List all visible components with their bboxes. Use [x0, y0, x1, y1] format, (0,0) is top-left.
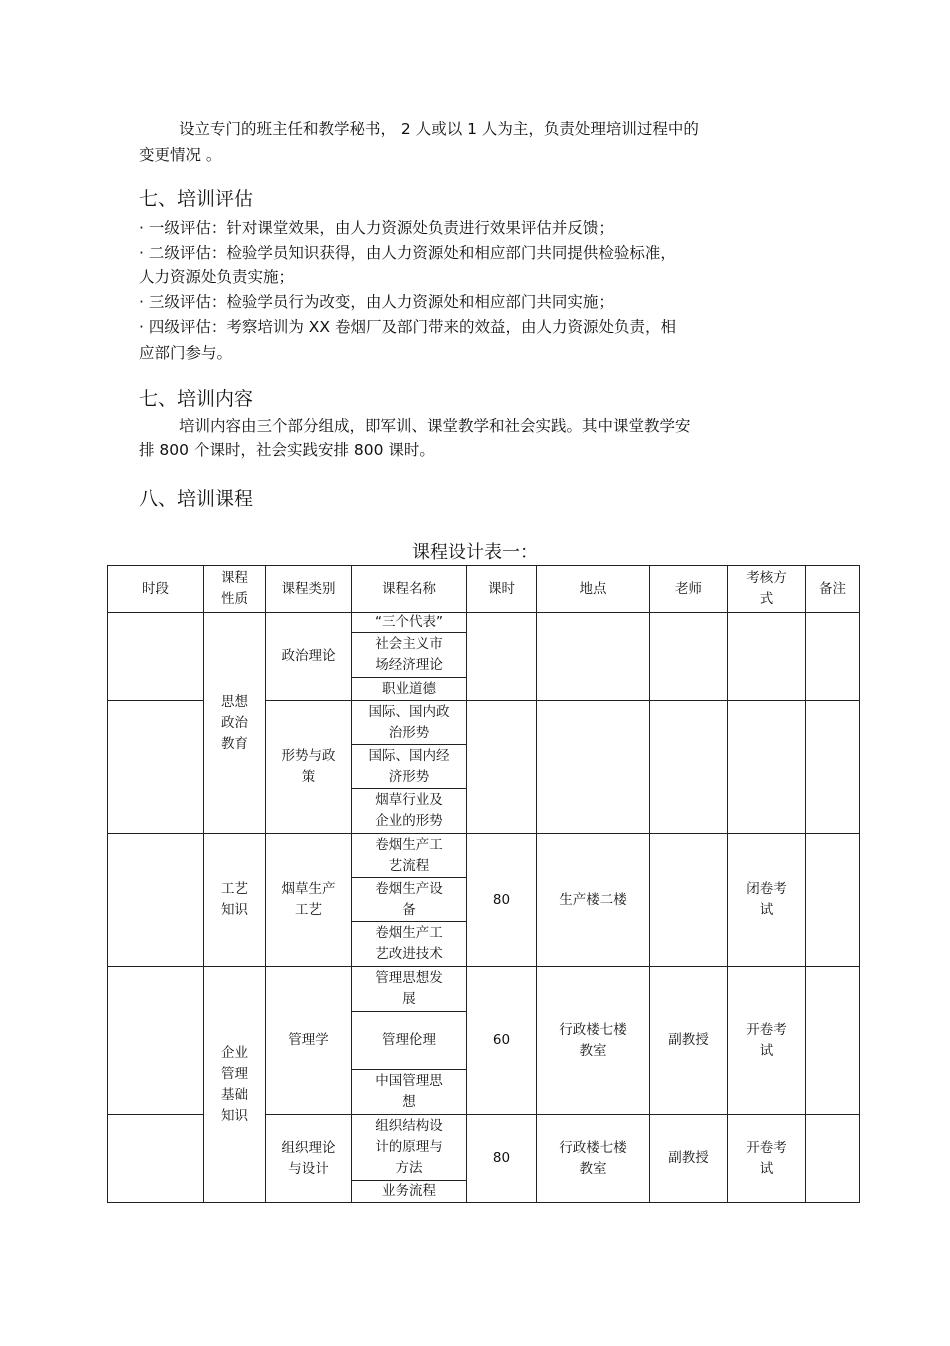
table-caption: 课程设计表一： — [412, 542, 538, 563]
exam-cell: 开卷考试 — [728, 1115, 806, 1203]
header-exam: 考核方式 — [728, 566, 806, 613]
nature-cell: 企业管理基础知识 — [204, 967, 266, 1203]
period-cell — [108, 1115, 204, 1203]
content-line-1: 培训内容由三个部分组成，即军训、课堂教学和社会实践。其中课堂教学安 — [179, 417, 691, 435]
place-cell — [537, 613, 650, 701]
course-name: 职业道德 — [382, 680, 436, 697]
header-category: 课程类别 — [266, 566, 352, 613]
header-nature: 课程性质 — [204, 566, 266, 613]
course-name: 管理思想发展 — [352, 967, 466, 1012]
place-cell: 生产楼二楼 — [537, 834, 650, 967]
course-name: “三个代表” — [352, 613, 466, 633]
teacher-cell: 副教授 — [650, 1115, 728, 1203]
course-name: 管理伦理 — [352, 1012, 466, 1070]
hours-cell — [467, 613, 537, 701]
course-name: 国际、国内政治形势 — [352, 701, 466, 745]
category-cell: 管理学 — [266, 967, 352, 1115]
content-line-2: 排 800 个课时，社会实践安排 800 课时。 — [139, 441, 435, 459]
remarks-cell — [806, 834, 860, 967]
course-name-cell — [352, 834, 467, 967]
category-cell: 烟草生产工艺 — [266, 834, 352, 967]
period-cell — [108, 613, 204, 701]
course-name: 国际、国内经济形势 — [352, 745, 466, 789]
hours-cell: 80 — [467, 1115, 537, 1203]
period-cell — [108, 967, 204, 1115]
course-name-cell — [352, 967, 467, 1115]
table-row — [108, 613, 860, 701]
intro-line-1: 设立专门的班主任和教学秘书， 2 人或以 1 人为主，负责处理培训过程中的 — [179, 120, 699, 138]
table-header-row — [108, 566, 860, 613]
table-row — [108, 967, 860, 1115]
exam-cell — [728, 701, 806, 834]
teacher-cell — [650, 834, 728, 967]
teacher-cell: 副教授 — [650, 967, 728, 1115]
heading-content: 七、培训内容 — [139, 388, 254, 410]
place-cell — [537, 701, 650, 834]
period-cell — [108, 701, 204, 834]
header-period: 时段 — [108, 566, 204, 613]
course-table — [107, 565, 860, 1203]
header-place: 地点 — [537, 566, 650, 613]
nature-cell: 思想政治教育 — [204, 613, 266, 834]
category-cell: 政治理论 — [266, 613, 352, 701]
course-name-cell — [352, 1115, 467, 1203]
hours-cell: 80 — [467, 834, 537, 967]
nature-cell: 工艺知识 — [204, 834, 266, 967]
category-cell: 组织理论与设计 — [266, 1115, 352, 1203]
teacher-cell — [650, 613, 728, 701]
course-name-cell — [352, 613, 467, 701]
course-name: 业务流程 — [382, 1183, 436, 1199]
course-name-cell — [352, 701, 467, 834]
header-teacher: 老师 — [650, 566, 728, 613]
exam-cell — [728, 613, 806, 701]
heading-course: 八、培训课程 — [139, 488, 254, 510]
course-name: 组织结构设计的原理与方法 — [352, 1115, 466, 1181]
eval-item-3: · 三级评估：检验学员行为改变，由人力资源处和相应部门共同实施； — [139, 293, 614, 311]
course-name: 烟草行业及企业的形势 — [375, 792, 443, 829]
course-name: 卷烟生产工艺改进技术 — [375, 925, 443, 962]
exam-cell: 开卷考试 — [728, 967, 806, 1115]
period-cell — [108, 834, 204, 967]
header-remarks: 备注 — [806, 566, 860, 613]
heading-eval: 七、培训评估 — [139, 188, 254, 210]
intro-line-2: 变更情况 。 — [139, 146, 222, 164]
header-course-name: 课程名称 — [352, 566, 467, 613]
eval-item-1: · 一级评估：针对课堂效果，由人力资源处负责进行效果评估并反馈； — [139, 219, 614, 237]
header-hours: 课时 — [467, 566, 537, 613]
remarks-cell — [806, 967, 860, 1115]
eval-item-4: · 四级评估：考察培训为 XX 卷烟厂及部门带来的效益，由人力资源处负责，相 — [139, 318, 676, 336]
course-name: 社会主义市场经济理论 — [352, 633, 466, 678]
remarks-cell — [806, 1115, 860, 1203]
course-name: 卷烟生产工艺流程 — [352, 834, 466, 878]
course-name: 中国管理思想 — [375, 1073, 443, 1110]
hours-cell — [467, 701, 537, 834]
table-row — [108, 834, 860, 967]
place-cell: 行政楼七楼教室 — [537, 967, 650, 1115]
remarks-cell — [806, 613, 860, 701]
place-cell: 行政楼七楼教室 — [537, 1115, 650, 1203]
course-name: 卷烟生产设备 — [352, 878, 466, 922]
hours-cell: 60 — [467, 967, 537, 1115]
eval-item-2: · 二级评估：检验学员知识获得，由人力资源处和相应部门共同提供检验标准， — [139, 244, 676, 262]
teacher-cell — [650, 701, 728, 834]
eval-item-2-cont: 人力资源处负责实施； — [139, 268, 295, 286]
remarks-cell — [806, 701, 860, 834]
category-cell: 形势与政策 — [266, 701, 352, 834]
eval-item-4-cont: 应部门参与。 — [139, 344, 233, 362]
exam-cell: 闭卷考试 — [728, 834, 806, 967]
